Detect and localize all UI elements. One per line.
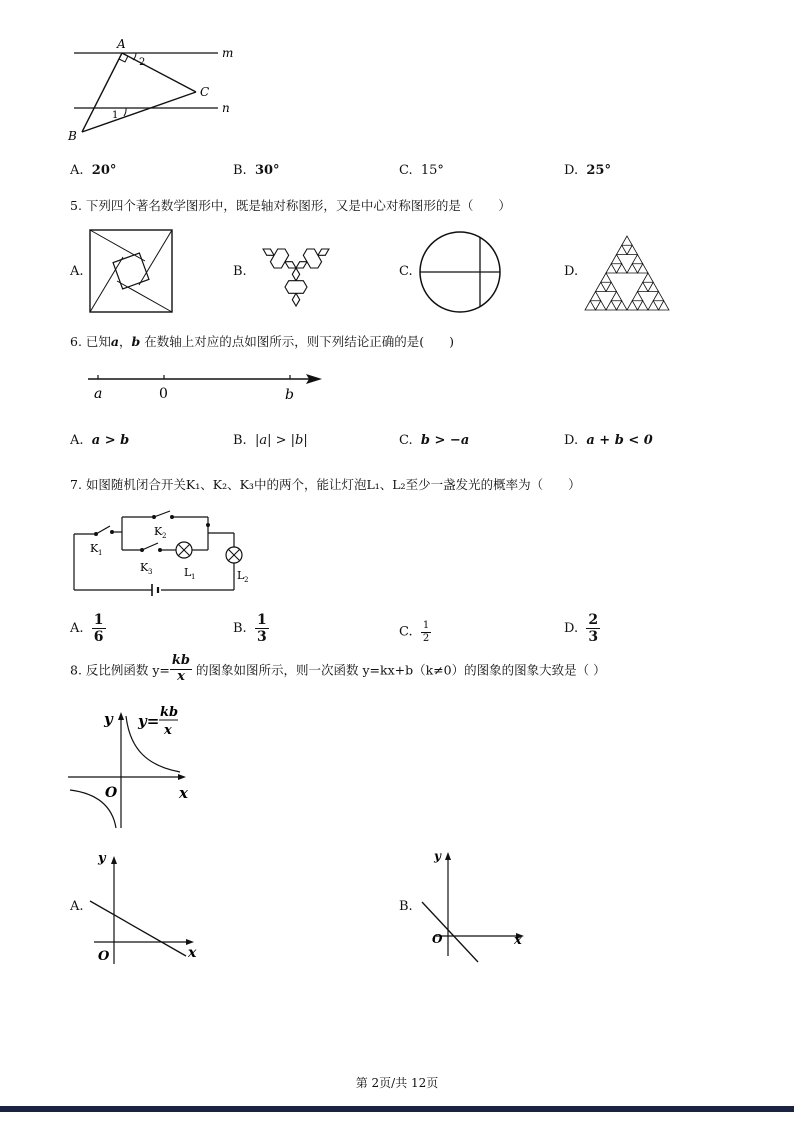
fraction-one-half: $\frac{1}{2}$ <box>422 620 430 644</box>
label-n: n <box>222 101 230 115</box>
q6-option-a[interactable]: A. a > b <box>70 433 130 448</box>
q7-option-b[interactable]: B. $\frac{1}{3}$ <box>233 612 267 646</box>
q4-option-b[interactable]: B. 30° <box>233 163 280 178</box>
svg-text:O: O <box>105 785 118 801</box>
switch-k2-blade <box>154 511 170 517</box>
svg-text:x: x <box>179 784 188 802</box>
q7-stem: 7. 如图随机闭合开关K₁、K₂、K₃中的两个，能让灯泡L₁、L₂至少一盏发光的概率为（ ） <box>70 477 581 492</box>
q8-option-a-graph <box>86 846 206 968</box>
q5-figure-c-divided-circle <box>418 230 502 314</box>
svg-text:x: x <box>164 723 172 738</box>
svg-text:2: 2 <box>244 576 249 584</box>
q5-option-a-label[interactable]: A. <box>70 264 84 279</box>
switch-k1-blade <box>96 526 110 534</box>
q8-option-b-graph <box>414 846 534 968</box>
fraction-one-third: $\frac{1}{3}$ <box>256 612 267 646</box>
q4-option-c[interactable]: C. 15° <box>399 163 444 178</box>
angle-2-arc <box>133 53 136 60</box>
angle-1-arc <box>124 108 126 116</box>
svg-text:O: O <box>432 932 443 946</box>
q5-option-d-label[interactable]: D. <box>564 264 579 279</box>
q5-figure-a-pinwheel-square <box>88 228 174 314</box>
svg-text:x: x <box>188 945 197 961</box>
q8-option-b-label[interactable]: B. <box>399 899 413 914</box>
q4-option-a[interactable]: A. 20° <box>70 163 117 178</box>
axis-label-zero: 0 <box>159 386 168 402</box>
q8-stem: 8. 反比例函数 y= $\frac{kb}{x}$ 的图象如图所示，则一次函数 y=kx+b（k≠0）的图象的图象大致是（ ） <box>70 653 606 684</box>
q8-reciprocal-graph <box>64 700 204 830</box>
svg-text:y: y <box>98 851 106 866</box>
switch-k3-blade <box>142 543 158 550</box>
q6-number-line <box>80 366 330 406</box>
q6-stem: 6. 已知a，b 在数轴上对应的点如图所示，则下列结论正确的是( ) <box>70 334 455 349</box>
segment-ac <box>122 53 196 92</box>
bottom-scan-edge <box>0 1106 794 1112</box>
q6-option-c[interactable]: C. b > −a <box>399 433 470 448</box>
svg-text:O: O <box>98 949 110 964</box>
q7-option-a[interactable]: A. $\frac{1}{6}$ <box>70 612 104 646</box>
q7-circuit-diagram <box>66 508 266 598</box>
label-m: m <box>222 46 234 60</box>
page-footer: 第 2页/共 12页 <box>355 1076 439 1090</box>
svg-text:x: x <box>514 933 522 948</box>
label-b: B <box>68 129 77 143</box>
svg-text:L: L <box>184 566 192 579</box>
label-angle-2: 2 <box>139 57 146 68</box>
svg-text:K: K <box>154 525 163 538</box>
svg-text:3: 3 <box>148 568 153 576</box>
svg-text:kb: kb <box>160 705 179 720</box>
svg-text:2: 2 <box>162 532 167 540</box>
q6-option-b[interactable]: B. |a| > |b| <box>233 433 308 448</box>
fraction-two-thirds: $\frac{2}{3}$ <box>588 612 599 646</box>
svg-text:1: 1 <box>191 573 196 581</box>
svg-text:L: L <box>237 569 245 582</box>
q4-figure <box>60 36 250 148</box>
svg-text:y: y <box>104 710 113 728</box>
q4-option-d[interactable]: D. 25° <box>564 163 611 178</box>
q5-figure-b-koch-snowflake <box>250 226 342 318</box>
q5-option-c-label[interactable]: C. <box>399 264 413 279</box>
label-c: C <box>200 85 210 99</box>
q7-option-c[interactable]: C. $\frac{1}{2}$ <box>399 620 430 644</box>
svg-text:1: 1 <box>98 549 103 557</box>
q5-stem: 5. 下列四个著名数学图形中，既是轴对称图形，又是中心对称图形的是（ ） <box>70 198 511 213</box>
option-b-line <box>422 902 478 962</box>
q6-option-d[interactable]: D. a + b < 0 <box>564 433 653 448</box>
label-angle-1: 1 <box>112 110 119 121</box>
q5-figure-d-sierpinski-triangle <box>583 234 671 312</box>
q8-option-a-label[interactable]: A. <box>70 899 84 914</box>
svg-text:y=: y= <box>138 712 160 730</box>
svg-text:y: y <box>434 849 441 863</box>
fraction-one-sixth: $\frac{1}{6}$ <box>93 612 104 646</box>
option-a-line <box>90 901 186 956</box>
svg-text:K: K <box>140 561 149 574</box>
q7-option-d[interactable]: D. $\frac{2}{3}$ <box>564 612 599 646</box>
svg-text:K: K <box>90 542 99 555</box>
label-a: A <box>117 37 126 51</box>
axis-label-a: a <box>94 386 103 402</box>
axis-label-b: b <box>285 387 294 403</box>
q5-option-b-label[interactable]: B. <box>233 264 247 279</box>
